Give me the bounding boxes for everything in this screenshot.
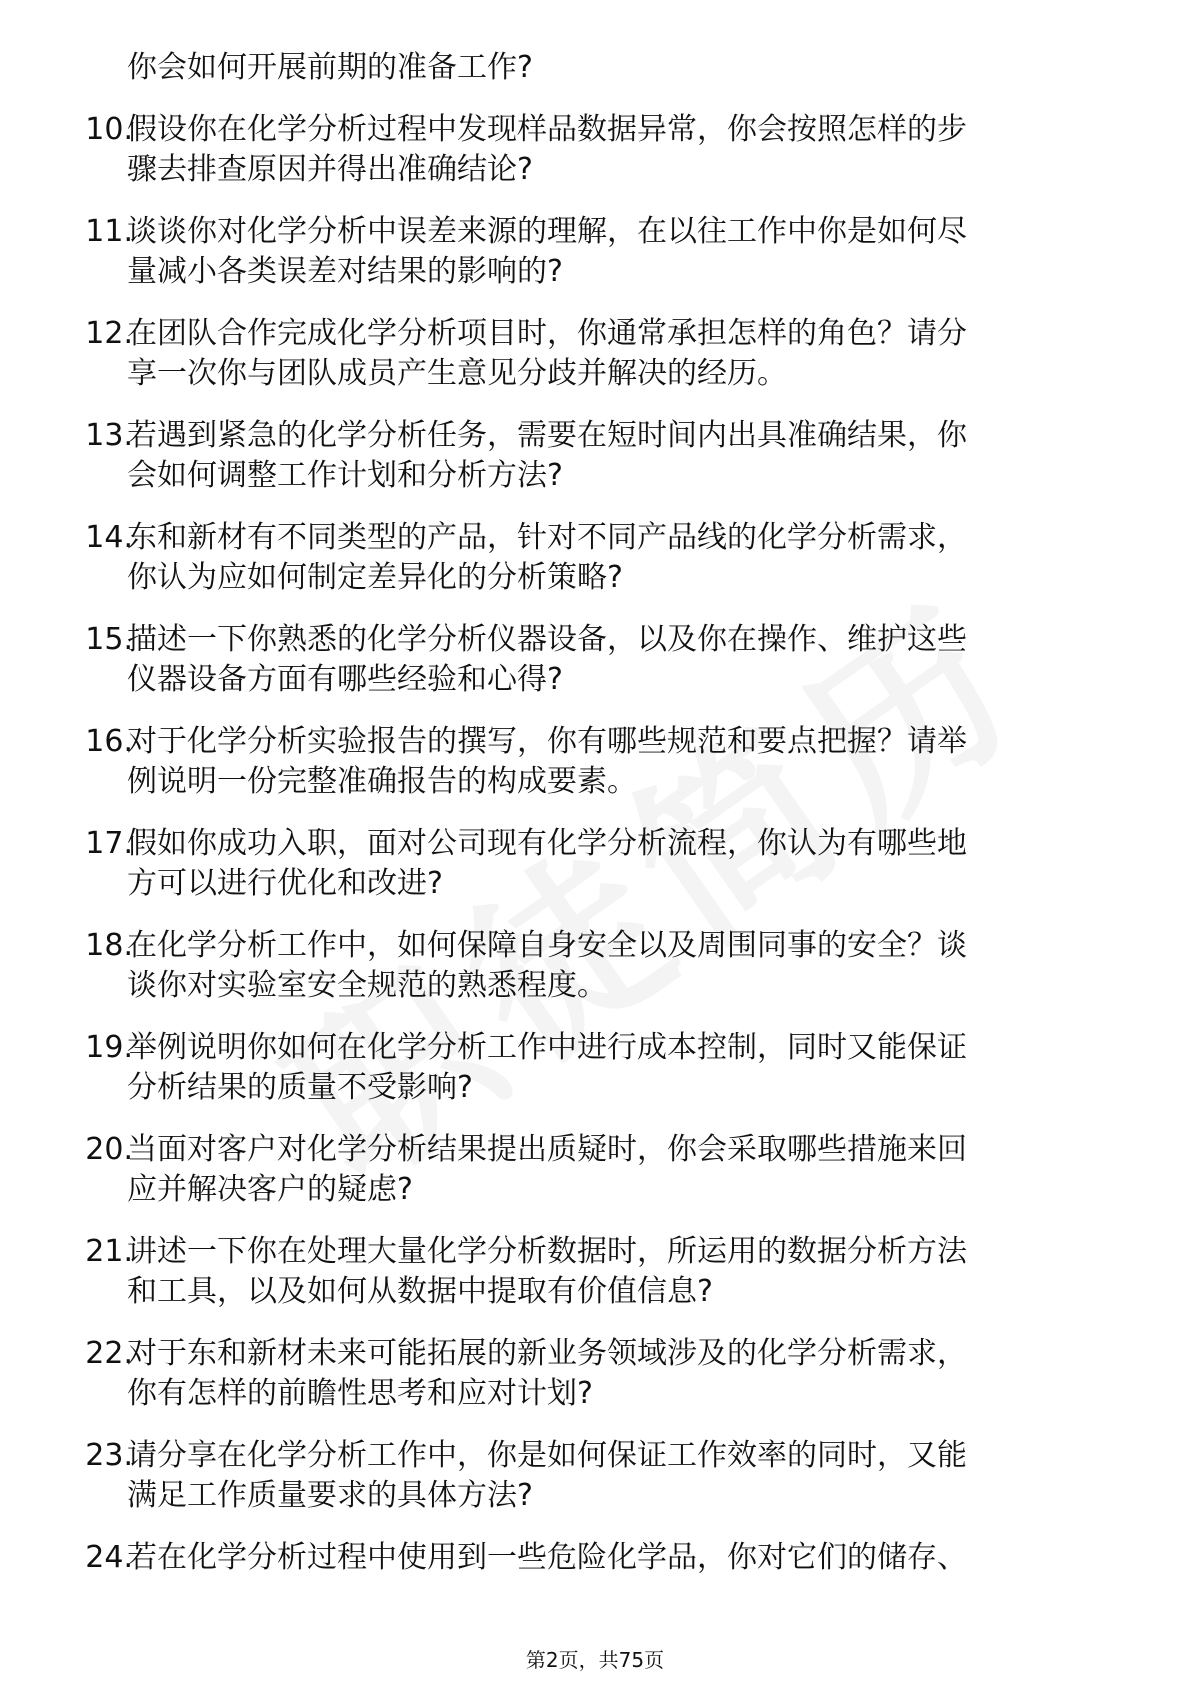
question-text xyxy=(127,926,1117,1006)
question-number: 14. xyxy=(85,520,133,555)
question-number: 20. xyxy=(85,1132,133,1167)
question-line: 分析结果的质量不受影响? xyxy=(127,1070,473,1105)
continuation-line: 你会如何开展前期的准备工作? xyxy=(127,50,533,85)
question-line: 举例说明你如何在化学分析工作中进行成本控制，同时又能保证 xyxy=(127,1030,967,1065)
question-number: 22. xyxy=(85,1336,133,1371)
question-line: 例说明一份完整准确报告的构成要素。 xyxy=(127,764,637,799)
question-line: 当面对客户对化学分析结果提出质疑时，你会采取哪些措施来回 xyxy=(127,1132,967,1167)
question-line: 描述一下你熟悉的化学分析仪器设备，以及你在操作、维护这些 xyxy=(127,622,967,657)
question-number: 10. xyxy=(85,112,133,147)
question-line: 方可以进行优化和改进? xyxy=(127,866,443,901)
question-number: 24. xyxy=(85,1540,133,1575)
question-number: 21. xyxy=(85,1234,133,1269)
question-line: 享一次你与团队成员产生意见分歧并解决的经历。 xyxy=(127,356,787,391)
question-text xyxy=(127,314,1117,394)
question-item xyxy=(0,314,1190,394)
question-line: 你认为应如何制定差异化的分析策略? xyxy=(127,560,623,595)
question-line: 谈你对实验室安全规范的熟悉程度。 xyxy=(127,968,607,1003)
question-line: 仪器设备方面有哪些经验和心得? xyxy=(127,662,563,697)
question-item xyxy=(0,110,1190,190)
question-text xyxy=(127,1436,1117,1516)
question-text xyxy=(127,212,1117,292)
question-line: 若在化学分析过程中使用到一些危险化学品，你对它们的储存、 xyxy=(127,1540,967,1575)
question-line: 对于化学分析实验报告的撰写，你有哪些规范和要点把握？请举 xyxy=(127,724,967,759)
question-text xyxy=(127,1334,1117,1414)
question-line: 量减小各类误差对结果的影响的? xyxy=(127,254,563,289)
question-list xyxy=(0,48,1190,1600)
question-line: 在化学分析工作中，如何保障自身安全以及周围同事的安全？谈 xyxy=(127,928,967,963)
question-item xyxy=(0,1130,1190,1210)
question-item xyxy=(0,212,1190,292)
questions-container xyxy=(0,110,1190,1578)
question-line: 东和新材有不同类型的产品，针对不同产品线的化学分析需求， xyxy=(127,520,967,555)
question-line: 若遇到紧急的化学分析任务，需要在短时间内出具准确结果，你 xyxy=(127,418,967,453)
question-item xyxy=(0,824,1190,904)
question-line: 满足工作质量要求的具体方法? xyxy=(127,1478,533,1513)
question-line: 假如你成功入职，面对公司现有化学分析流程，你认为有哪些地 xyxy=(127,826,967,861)
question-line: 和工具，以及如何从数据中提取有价值信息? xyxy=(127,1274,713,1309)
question-text xyxy=(127,416,1117,496)
question-line: 在团队合作完成化学分析项目时，你通常承担怎样的角色？请分 xyxy=(127,316,967,351)
question-item xyxy=(0,1538,1190,1578)
question-text xyxy=(127,722,1117,802)
question-item xyxy=(0,926,1190,1006)
question-line: 会如何调整工作计划和分析方法? xyxy=(127,458,563,493)
question-line: 骤去排查原因并得出准确结论? xyxy=(127,152,533,187)
question-line: 对于东和新材未来可能拓展的新业务领域涉及的化学分析需求， xyxy=(127,1336,967,1371)
question-text xyxy=(127,1130,1117,1210)
question-text xyxy=(127,518,1117,598)
question-number: 15. xyxy=(85,622,133,657)
question-number: 11. xyxy=(85,214,133,249)
question-line: 谈谈你对化学分析中误差来源的理解，在以往工作中你是如何尽 xyxy=(127,214,967,249)
question-number: 13. xyxy=(85,418,133,453)
question-line: 请分享在化学分析工作中，你是如何保证工作效率的同时，又能 xyxy=(127,1438,967,1473)
question-item xyxy=(0,722,1190,802)
question-number: 12. xyxy=(85,316,133,351)
question-line: 你有怎样的前瞻性思考和应对计划? xyxy=(127,1376,593,1411)
question-item xyxy=(0,1334,1190,1414)
question-line: 假设你在化学分析过程中发现样品数据异常，你会按照怎样的步 xyxy=(127,112,967,147)
question-number: 16. xyxy=(85,724,133,759)
page-footer: 第2页，共75页 xyxy=(525,1648,665,1672)
question-text xyxy=(127,620,1117,700)
question-item xyxy=(0,518,1190,598)
question-item xyxy=(0,620,1190,700)
question-number: 17. xyxy=(85,826,133,861)
question-text xyxy=(127,1028,1117,1108)
question-item xyxy=(0,1436,1190,1516)
question-line: 讲述一下你在处理大量化学分析数据时，所运用的数据分析方法 xyxy=(127,1234,967,1269)
question-text xyxy=(127,1538,1117,1578)
question-item xyxy=(0,1232,1190,1312)
question-text xyxy=(127,110,1117,190)
question-number: 23. xyxy=(85,1438,133,1473)
question-item xyxy=(0,416,1190,496)
question-line: 应并解决客户的疑虑? xyxy=(127,1172,413,1207)
question-text xyxy=(127,1232,1117,1312)
question-number: 18. xyxy=(85,928,133,963)
question-text xyxy=(127,824,1117,904)
question-item xyxy=(0,1028,1190,1108)
question-number: 19. xyxy=(85,1030,133,1065)
